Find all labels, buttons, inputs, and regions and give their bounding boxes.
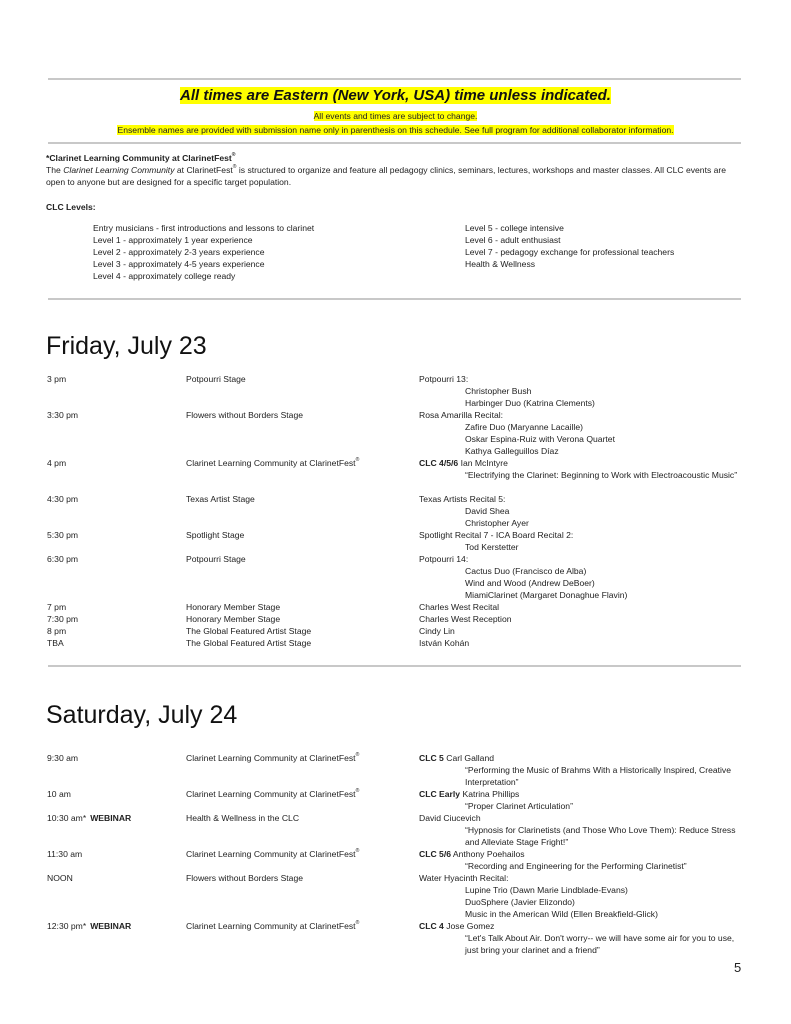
row-venue: Flowers without Borders Stage [186, 873, 304, 883]
row-event [419, 457, 749, 481]
event-title: Potpourri 13: [419, 374, 469, 384]
event-session-title: “Performing the Music of Brahms With a Historically Inspired, Creative Interpretation” [465, 765, 732, 787]
webinar-tag: WEBINAR [90, 813, 132, 823]
event-performer: Kathya Galleguillos Díaz [465, 446, 559, 456]
row-venue: Health & Wellness in the CLC [186, 813, 300, 823]
row-venue: Potpourri Stage [186, 374, 246, 384]
row-event [419, 409, 749, 457]
row-venue: Clarinet Learning Community at ClarinetFest® [186, 752, 360, 763]
event-title: Charles West Recital [419, 602, 500, 612]
timezone-notice-text: All times are Eastern (New York, USA) time unless indicated. [180, 87, 611, 104]
level-item: Health & Wellness [465, 259, 536, 269]
event-performer: Tod Kerstetter [465, 542, 519, 552]
clc-levels-left [93, 222, 314, 282]
event-title: David Ciucevich [419, 813, 481, 823]
webinar-tag: WEBINAR [90, 921, 132, 931]
row-time: NOON [47, 873, 73, 883]
day-title-saturday: Saturday, July 24 [46, 701, 238, 729]
event-performer: Harbinger Duo (Katrina Clements) [465, 398, 595, 408]
event-title: Charles West Reception [419, 614, 512, 624]
event-performer: Christopher Bush [465, 386, 532, 396]
row-venue: Clarinet Learning Community at ClarinetFest® [186, 457, 360, 468]
level-item: Level 1 - approximately 1 year experience [93, 235, 253, 245]
row-time: 6:30 pm [47, 554, 79, 564]
row-venue: Clarinet Learning Community at ClarinetFest® [186, 848, 360, 859]
row-time: 3:30 pm [47, 410, 79, 420]
level-item: Level 3 - approximately 4-5 years experience [93, 259, 265, 269]
row-time: 8 pm [47, 626, 67, 636]
event-performer: MiamiClarinet (Margaret Donaghue Flavin) [465, 590, 628, 600]
row-time: 10 am [47, 789, 71, 799]
event-session-title: “Let's Talk About Air. Don't worry-- we will have some air for you to use, just bring your clarinet and a friend” [465, 933, 735, 955]
row-event [419, 373, 749, 409]
row-time: 12:30 pm* WEBINAR [47, 921, 132, 931]
row-event [419, 752, 749, 788]
event-performer: Wind and Wood (Andrew DeBoer) [465, 578, 595, 588]
row-venue: Clarinet Learning Community at ClarinetFest® [186, 920, 360, 931]
divider [48, 78, 741, 80]
event-title: Water Hyacinth Recital: [419, 873, 509, 883]
row-time: 3 pm [47, 374, 67, 384]
row-event [419, 625, 749, 637]
row-time: TBA [47, 638, 64, 648]
event-performer: David Shea [465, 506, 510, 516]
row-time: 7:30 pm [47, 614, 79, 624]
row-event [419, 637, 749, 649]
event-session-title: “Electrifying the Clarinet: Beginning to Work with Electroacoustic Music” [465, 470, 738, 480]
row-venue: Honorary Member Stage [186, 614, 281, 624]
event-title: CLC 5/6 Anthony Poehailos [419, 849, 525, 859]
row-time: 4 pm [47, 458, 67, 468]
row-event [419, 848, 749, 872]
row-venue: Clarinet Learning Community at ClarinetFest® [186, 788, 360, 799]
event-title: Rosa Amarilla Recital: [419, 410, 504, 420]
row-time: 7 pm [47, 602, 67, 612]
clc-description-text: The Clarinet Learning Community at ClarinetFest® is structured to organize and feature all pedagogy clinics, seminars, lectures, workshops and master classes. All CLC events are open to anyone but are designed for a specific target population. [46, 164, 727, 187]
row-venue: Honorary Member Stage [186, 602, 281, 612]
clc-levels-right [465, 222, 674, 270]
row-venue: The Global Featured Artist Stage [186, 626, 312, 636]
clc-levels-title: CLC Levels: [46, 202, 96, 212]
level-item: Level 4 - approximately college ready [93, 271, 236, 281]
day-title-friday: Friday, July 23 [46, 332, 207, 360]
row-time: 4:30 pm [47, 494, 79, 504]
row-venue: Potpourri Stage [186, 554, 246, 564]
row-event [419, 529, 749, 553]
event-title: István Kohán [419, 638, 470, 648]
event-title: Cindy Lin [419, 626, 455, 636]
timezone-notice [0, 86, 791, 106]
ensemble-notice-text: Ensemble names are provided with submission name only in parenthesis on this schedule. See full program for additional collaborator information. [117, 125, 674, 135]
row-event [419, 493, 749, 529]
event-performer: DuoSphere (Javier Elizondo) [465, 897, 575, 907]
row-time: 5:30 pm [47, 530, 79, 540]
event-session-title: “Hypnosis for Clarinetists (and Those Who Love Them): Reduce Stress and Alleviate Stage Fright!” [465, 825, 736, 847]
level-item: Level 6 - adult enthusiast [465, 235, 561, 245]
divider [48, 665, 741, 667]
row-venue: Texas Artist Stage [186, 494, 255, 504]
clc-description [46, 152, 746, 213]
level-item: Level 2 - approximately 2-3 years experience [93, 247, 265, 257]
event-performer: Cactus Duo (Francisco de Alba) [465, 566, 587, 576]
event-title: CLC 4/5/6 Ian McIntyre [419, 458, 508, 468]
level-item: Entry musicians - first introductions and lessons to clarinet [93, 223, 315, 233]
change-notice-text: All events and times are subject to change. [313, 111, 478, 121]
divider [48, 142, 741, 144]
event-performer: Music in the American Wild (Ellen Breakfield-Glick) [465, 909, 658, 919]
event-performer: Zafire Duo (Maryanne Lacaille) [465, 422, 583, 432]
event-session-title: “Recording and Engineering for the Performing Clarinetist” [465, 861, 687, 871]
event-title: Potpourri 14: [419, 554, 469, 564]
row-event [419, 812, 749, 848]
row-time: 10:30 am* WEBINAR [47, 813, 132, 823]
row-event [419, 872, 749, 920]
clc-title: *Clarinet Learning Community at ClarinetFest® [46, 152, 236, 163]
row-venue: Flowers without Borders Stage [186, 410, 304, 420]
event-title: Spotlight Recital 7 - ICA Board Recital 2: [419, 530, 574, 540]
change-notice [0, 111, 791, 122]
row-time: 11:30 am [47, 849, 83, 859]
row-event [419, 613, 749, 625]
event-performer: Lupine Trio (Dawn Marie Lindblade-Evans) [465, 885, 628, 895]
row-time: 9:30 am [47, 753, 79, 763]
event-title: CLC 4 Jose Gomez [419, 921, 495, 931]
page-number: 5 [734, 960, 742, 975]
row-event [419, 601, 749, 613]
row-event [419, 553, 749, 601]
event-performer: Oskar Espina-Ruiz with Verona Quartet [465, 434, 615, 444]
event-session-title: “Proper Clarinet Articulation” [465, 801, 573, 811]
row-venue: Spotlight Stage [186, 530, 245, 540]
row-event [419, 920, 749, 956]
event-title: CLC 5 Carl Galland [419, 753, 494, 763]
event-performer: Christopher Ayer [465, 518, 529, 528]
level-item: Level 5 - college intensive [465, 223, 564, 233]
row-venue: The Global Featured Artist Stage [186, 638, 312, 648]
event-title: CLC Early Katrina Phillips [419, 789, 520, 799]
level-item: Level 7 - pedagogy exchange for professional teachers [465, 247, 675, 257]
event-title: Texas Artists Recital 5: [419, 494, 506, 504]
row-event [419, 788, 749, 812]
divider [48, 298, 741, 300]
ensemble-notice [0, 125, 791, 136]
